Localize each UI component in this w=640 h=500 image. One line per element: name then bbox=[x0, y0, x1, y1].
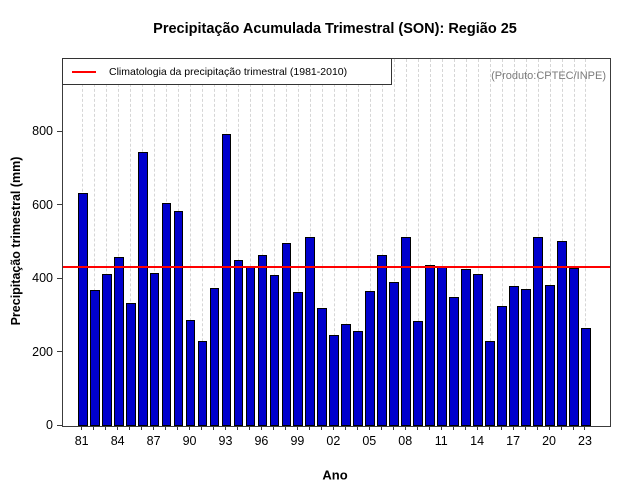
bar-year-81 bbox=[78, 193, 88, 426]
bar-year-88 bbox=[162, 203, 172, 427]
x-tick-label: 87 bbox=[146, 434, 161, 448]
bar-year-86 bbox=[138, 152, 148, 426]
x-tick bbox=[81, 426, 82, 430]
x-tick-label: 99 bbox=[290, 434, 305, 448]
bar-year-85 bbox=[126, 303, 136, 426]
x-tick bbox=[549, 426, 550, 430]
x-tick bbox=[405, 426, 406, 430]
x-tick bbox=[129, 426, 130, 430]
bar-year-83 bbox=[102, 274, 112, 426]
x-tick bbox=[357, 426, 358, 430]
bar-year-96 bbox=[258, 255, 268, 426]
x-tick bbox=[117, 426, 118, 430]
x-tick-label: 05 bbox=[362, 434, 377, 448]
bar-year-92 bbox=[210, 288, 220, 426]
bar-year-06 bbox=[377, 255, 387, 426]
x-tick bbox=[513, 426, 514, 430]
bar-year-12 bbox=[449, 297, 459, 426]
bar-year-84 bbox=[114, 257, 124, 426]
x-tick bbox=[249, 426, 250, 430]
x-tick-label: 23 bbox=[578, 434, 592, 448]
y-tick-label: 400 bbox=[32, 271, 53, 286]
bar-year-82 bbox=[90, 290, 100, 426]
y-tick bbox=[57, 278, 62, 279]
x-tick bbox=[321, 426, 322, 430]
x-tick bbox=[237, 426, 238, 430]
bar-year-93 bbox=[222, 134, 232, 426]
x-tick bbox=[561, 426, 562, 430]
bar-year-89 bbox=[174, 211, 184, 426]
x-tick bbox=[393, 426, 394, 430]
bar-year-20 bbox=[545, 285, 555, 426]
x-tick bbox=[573, 426, 574, 430]
x-tick-label: 20 bbox=[542, 434, 556, 448]
bar-year-09 bbox=[413, 321, 423, 426]
y-tick-label: 200 bbox=[32, 344, 53, 359]
bar-year-23 bbox=[581, 328, 591, 426]
bar-year-87 bbox=[150, 273, 160, 426]
x-tick bbox=[453, 426, 454, 430]
x-tick bbox=[105, 426, 106, 430]
y-axis-title: Precipitação trimestral (mm) bbox=[9, 156, 23, 326]
x-tick bbox=[201, 426, 202, 430]
x-tick-label: 17 bbox=[506, 434, 521, 448]
y-tick bbox=[57, 351, 62, 352]
x-tick bbox=[429, 426, 430, 430]
climatology-line-sample bbox=[72, 71, 96, 73]
x-tick bbox=[525, 426, 526, 430]
bar-year-02 bbox=[329, 335, 339, 426]
x-tick-label: 08 bbox=[398, 434, 413, 448]
bar-year-18 bbox=[521, 289, 531, 426]
x-tick bbox=[261, 426, 262, 430]
bar-year-17 bbox=[509, 286, 519, 426]
bar-year-07 bbox=[389, 282, 399, 426]
bar-year-15 bbox=[485, 341, 495, 426]
bar-year-98 bbox=[282, 243, 292, 427]
x-tick bbox=[537, 426, 538, 430]
bar-year-16 bbox=[497, 306, 507, 426]
bar-year-14 bbox=[473, 274, 483, 426]
x-tick bbox=[345, 426, 346, 430]
bar-year-95 bbox=[246, 266, 256, 426]
y-tick-label: 600 bbox=[32, 197, 53, 212]
legend-box bbox=[62, 58, 392, 85]
legend-label: Climatologia da precipitação trimestral (1981-2010) bbox=[109, 65, 348, 78]
x-tick bbox=[381, 426, 382, 430]
y-tick-label: 0 bbox=[46, 418, 53, 432]
x-tick bbox=[165, 426, 166, 430]
y-tick bbox=[57, 131, 62, 132]
x-tick bbox=[177, 426, 178, 430]
x-tick bbox=[333, 426, 334, 430]
bar-year-13 bbox=[461, 269, 471, 426]
x-tick bbox=[189, 426, 190, 430]
chart-title: Precipitação Acumulada Trimestral (SON): Região 25 bbox=[153, 21, 517, 37]
x-tick bbox=[489, 426, 490, 430]
x-tick-label: 96 bbox=[254, 434, 269, 448]
bar-year-01 bbox=[317, 308, 327, 426]
bar-year-90 bbox=[186, 320, 196, 426]
x-tick bbox=[441, 426, 442, 430]
x-tick bbox=[285, 426, 286, 430]
bar-year-04 bbox=[353, 331, 363, 426]
x-tick-label: 93 bbox=[218, 434, 233, 448]
x-axis-title: Ano bbox=[322, 467, 348, 483]
bar-year-21 bbox=[557, 241, 567, 426]
bar-year-05 bbox=[365, 291, 375, 426]
x-tick-label: 84 bbox=[110, 434, 125, 448]
x-tick bbox=[584, 426, 585, 430]
bar-year-10 bbox=[425, 265, 435, 426]
x-tick bbox=[501, 426, 502, 430]
bar-year-22 bbox=[569, 268, 579, 426]
x-tick bbox=[477, 426, 478, 430]
bar-year-03 bbox=[341, 324, 351, 426]
x-tick bbox=[417, 426, 418, 430]
y-tick-label: 800 bbox=[32, 124, 53, 139]
climatology-line bbox=[63, 266, 610, 268]
x-tick bbox=[225, 426, 226, 430]
x-tick bbox=[141, 426, 142, 430]
plot-area bbox=[62, 58, 611, 427]
x-tick-label: 02 bbox=[326, 434, 341, 448]
x-tick bbox=[369, 426, 370, 430]
x-tick-label: 14 bbox=[470, 434, 485, 448]
bar-year-94 bbox=[234, 260, 244, 426]
x-tick bbox=[213, 426, 214, 430]
y-tick bbox=[57, 204, 62, 205]
bar-year-99 bbox=[293, 292, 303, 426]
x-tick bbox=[465, 426, 466, 430]
x-tick bbox=[273, 426, 274, 430]
x-tick-label: 81 bbox=[74, 434, 89, 448]
x-tick bbox=[309, 426, 310, 430]
x-tick bbox=[297, 426, 298, 430]
x-tick bbox=[93, 426, 94, 430]
x-tick-label: 11 bbox=[434, 434, 448, 448]
bar-year-11 bbox=[437, 267, 447, 426]
y-tick bbox=[57, 425, 62, 426]
source-note: (Produto:CPTEC/INPE) bbox=[491, 70, 606, 82]
bar-year-91 bbox=[198, 341, 208, 426]
x-tick bbox=[153, 426, 154, 430]
x-tick-label: 90 bbox=[182, 434, 197, 448]
bar-year-97 bbox=[270, 275, 280, 426]
